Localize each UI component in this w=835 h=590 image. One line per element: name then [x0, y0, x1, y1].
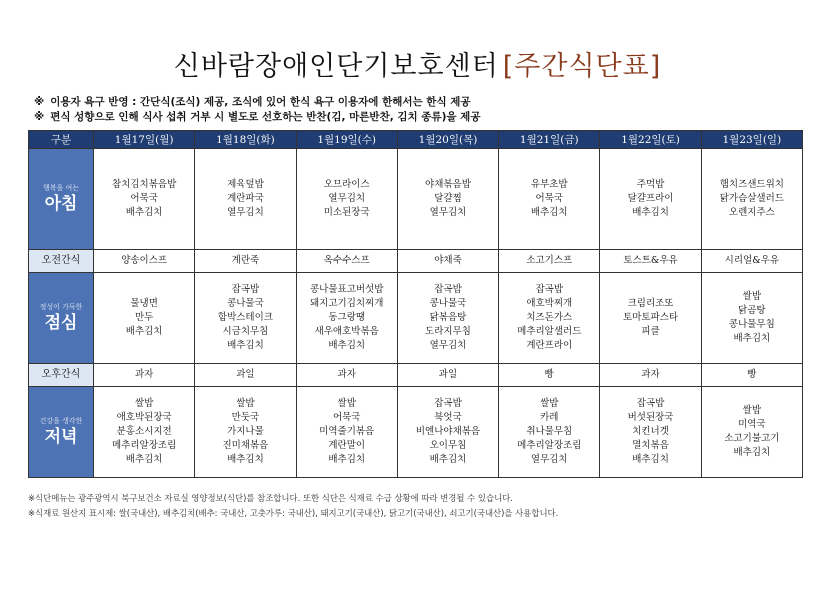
menu-cell [397, 149, 498, 250]
menu-item: 돼지고기김치찌개 [309, 298, 384, 309]
day-header: 1월17일(월) [94, 131, 195, 149]
weekly-menu-table [28, 130, 803, 478]
menu-item: 열무김치 [429, 207, 467, 218]
menu-cell [499, 273, 600, 364]
day-header: 1월19일(수) [296, 131, 397, 149]
menu-item: 배추김치 [328, 454, 366, 465]
menu-item: 쌀밥 [236, 398, 255, 409]
menu-item: 미역국 [738, 419, 766, 430]
snack-cell: 계란죽 [195, 250, 296, 273]
menu-item: 미역줄기볶음 [319, 426, 375, 437]
menu-item: 시금치무침 [222, 326, 269, 337]
menu-item: 주먹밥 [636, 179, 665, 190]
menu-title: [주간식단표] [502, 51, 662, 82]
menu-item: 배추김치 [125, 326, 163, 337]
menu-item: 열무김치 [227, 207, 264, 218]
day-header: 1월20일(목) [397, 131, 498, 149]
menu-item: 애호박된장국 [116, 412, 172, 423]
corner-cell: 구분 [29, 131, 94, 149]
am-snack-label: 오전간식 [29, 250, 94, 273]
snack-cell: 빵 [701, 364, 802, 387]
menu-item: 쌀밥 [742, 405, 762, 416]
menu-item: 메추리알장조림 [517, 440, 582, 451]
menu-cell [195, 149, 296, 250]
menu-item: 비엔나야채볶음 [415, 426, 481, 437]
menu-item: 오이무침 [429, 440, 467, 451]
footnotes [28, 491, 558, 521]
menu-item: 오렌지주스 [728, 207, 775, 218]
menu-item: 콩나물표고버섯밥 [309, 284, 384, 295]
snack-cell: 과일 [397, 364, 498, 387]
menu-item: 잡곡밥 [535, 284, 564, 295]
snack-cell: 과일 [195, 364, 296, 387]
footnote: ※식재료 원산지 표시제: 쌀(국내산), 배추김치(배추: 국내산, 고춧가루: 국내산), 돼지고기(국내산), 닭고기(국내산), 쇠고기(국내산)을 사용합니다. [28, 508, 559, 518]
center-name: 신바람장애인단기보호센터 [173, 51, 499, 82]
menu-item: 닭볶음탕 [429, 312, 467, 323]
menu-cell [600, 387, 701, 478]
menu-item: 쌀밥 [134, 398, 154, 409]
menu-cell [701, 149, 802, 250]
menu-item: 북엇국 [434, 412, 462, 423]
note-line: ※ 편식 성향으로 인해 식사 섭취 거부 시 별도로 선호하는 반찬(김, 마른반찬, 김치 종류)을 제공 [34, 111, 481, 123]
menu-item: 취나물무침 [526, 426, 573, 437]
menu-item: 열무김치 [328, 193, 366, 204]
menu-cell [195, 387, 296, 478]
breakfast-label: 행복을 여는 아침 [29, 149, 94, 250]
menu-item: 배추김치 [125, 454, 163, 465]
menu-item: 치즈돈가스 [526, 312, 573, 323]
dinner-row [29, 387, 803, 478]
snack-cell: 과자 [600, 364, 701, 387]
snack-cell: 양송이스프 [94, 250, 195, 273]
menu-item: 유부초밥 [530, 179, 568, 190]
menu-item: 달걀프라이 [627, 193, 674, 204]
menu-item: 새우애호박볶음 [314, 326, 379, 337]
breakfast-row [29, 149, 803, 250]
menu-item: 만둣국 [231, 412, 260, 423]
menu-item: 계란파국 [227, 193, 264, 204]
snack-cell: 과자 [94, 364, 195, 387]
menu-cell [94, 149, 195, 250]
menu-cell [94, 273, 195, 364]
menu-item: 배추김치 [328, 340, 366, 351]
menu-item: 닭곰탕 [738, 305, 766, 316]
menu-item: 잡곡밥 [434, 284, 462, 295]
snack-cell: 옥수수스프 [296, 250, 397, 273]
menu-item: 잡곡밥 [636, 398, 665, 409]
snack-cell: 야채죽 [397, 250, 498, 273]
menu-cell [94, 387, 195, 478]
menu-item: 배추김치 [632, 454, 669, 465]
menu-cell [701, 387, 802, 478]
menu-item: 쌀밥 [337, 398, 356, 409]
menu-item: 배추김치 [530, 207, 568, 218]
menu-item: 물냉면 [130, 298, 158, 309]
menu-item: 제육덮밥 [227, 179, 264, 190]
pm-snack-row [29, 364, 803, 387]
menu-item: 배추김치 [733, 447, 771, 458]
pm-snack-label: 오후간식 [29, 364, 94, 387]
lunch-label: 정성이 가득한 점심 [29, 273, 94, 364]
snack-cell: 과자 [296, 364, 397, 387]
menu-item: 계란말이 [328, 440, 366, 451]
menu-item: 피클 [641, 326, 660, 337]
header-row [29, 131, 803, 149]
menu-item: 동그랑땡 [328, 312, 366, 323]
day-header: 1월18일(화) [195, 131, 296, 149]
menu-item: 참치김치볶음밥 [112, 179, 177, 190]
note-line: ※ 이용자 욕구 반영 : 간단식(조식) 제공, 조식에 있어 한식 욕구 이용자에 한해서는 한식 제공 [34, 96, 471, 108]
menu-item: 닭가슴살샐러드 [719, 193, 784, 204]
menu-cell [296, 149, 397, 250]
menu-cell [195, 273, 296, 364]
menu-item: 쌀밥 [742, 291, 762, 302]
menu-item: 배추김치 [733, 333, 771, 344]
menu-item: 콩나물국 [227, 298, 264, 309]
snack-cell: 소고기스프 [499, 250, 600, 273]
menu-cell [296, 387, 397, 478]
menu-cell [296, 273, 397, 364]
menu-cell [397, 387, 498, 478]
menu-item: 열무김치 [530, 454, 568, 465]
menu-item: 크림리조또 [627, 298, 674, 309]
menu-item: 달걀찜 [434, 193, 462, 204]
menu-item: 콩나물무침 [728, 319, 775, 330]
menu-cell [499, 387, 600, 478]
menu-item: 메추리알샐러드 [517, 326, 582, 337]
menu-item: 진미채볶음 [222, 440, 269, 451]
snack-cell: 빵 [499, 364, 600, 387]
menu-cell [600, 273, 701, 364]
menu-item: 계란프라이 [526, 340, 573, 351]
am-snack-row [29, 250, 803, 273]
menu-item: 어묵국 [535, 193, 564, 204]
menu-item: 배추김치 [227, 454, 264, 465]
menu-item: 애호박찌개 [526, 298, 573, 309]
day-header: 1월23일(일) [701, 131, 802, 149]
menu-cell [397, 273, 498, 364]
menu-item: 토마토파스타 [623, 312, 679, 323]
menu-item: 가지나물 [227, 426, 264, 437]
menu-item: 열무김치 [429, 340, 467, 351]
footnote: ※식단메뉴는 광주광역시 북구보건소 자료실 영양정보(식단)를 참조합니다. 또한 식단은 식재료 수급 상황에 따라 변경될 수 있습니다. [28, 493, 513, 503]
menu-item: 배추김치 [632, 207, 669, 218]
menu-item: 멸치볶음 [632, 440, 669, 451]
menu-item: 쌀밥 [540, 398, 559, 409]
menu-item: 미소된장국 [323, 207, 370, 218]
menu-item: 잡곡밥 [434, 398, 462, 409]
notes [34, 95, 480, 125]
menu-item: 카레 [540, 412, 559, 423]
menu-item: 콩나물국 [429, 298, 467, 309]
menu-item: 어묵국 [332, 412, 361, 423]
menu-item: 배추김치 [227, 340, 264, 351]
menu-cell [600, 149, 701, 250]
menu-cell [701, 273, 802, 364]
menu-item: 오므라이스 [323, 179, 370, 190]
menu-item: 도라지무침 [425, 326, 471, 337]
menu-item: 어묵국 [130, 193, 158, 204]
day-header: 1월21일(금) [499, 131, 600, 149]
day-header: 1월22일(토) [600, 131, 701, 149]
menu-item: 배추김치 [429, 454, 467, 465]
menu-item: 메추리알장조림 [112, 440, 177, 451]
menu-item: 배추김치 [125, 207, 163, 218]
menu-item: 치킨너겟 [632, 426, 669, 437]
page-title [0, 44, 835, 83]
menu-item: 버섯된장국 [627, 412, 674, 423]
menu-item: 분홍소시지전 [116, 426, 172, 437]
menu-item: 햄치즈샌드위치 [719, 179, 784, 190]
menu-item: 함박스테이크 [217, 312, 273, 323]
menu-item: 야채볶음밥 [425, 179, 471, 190]
dinner-label: 건강을 생각한 저녁 [29, 387, 94, 478]
snack-cell: 토스트&우유 [600, 250, 701, 273]
lunch-row [29, 273, 803, 364]
snack-cell: 시리얼&우유 [701, 250, 802, 273]
menu-cell [499, 149, 600, 250]
menu-item: 잡곡밥 [231, 284, 260, 295]
menu-item: 만두 [134, 312, 154, 323]
menu-item: 소고기불고기 [724, 433, 780, 444]
